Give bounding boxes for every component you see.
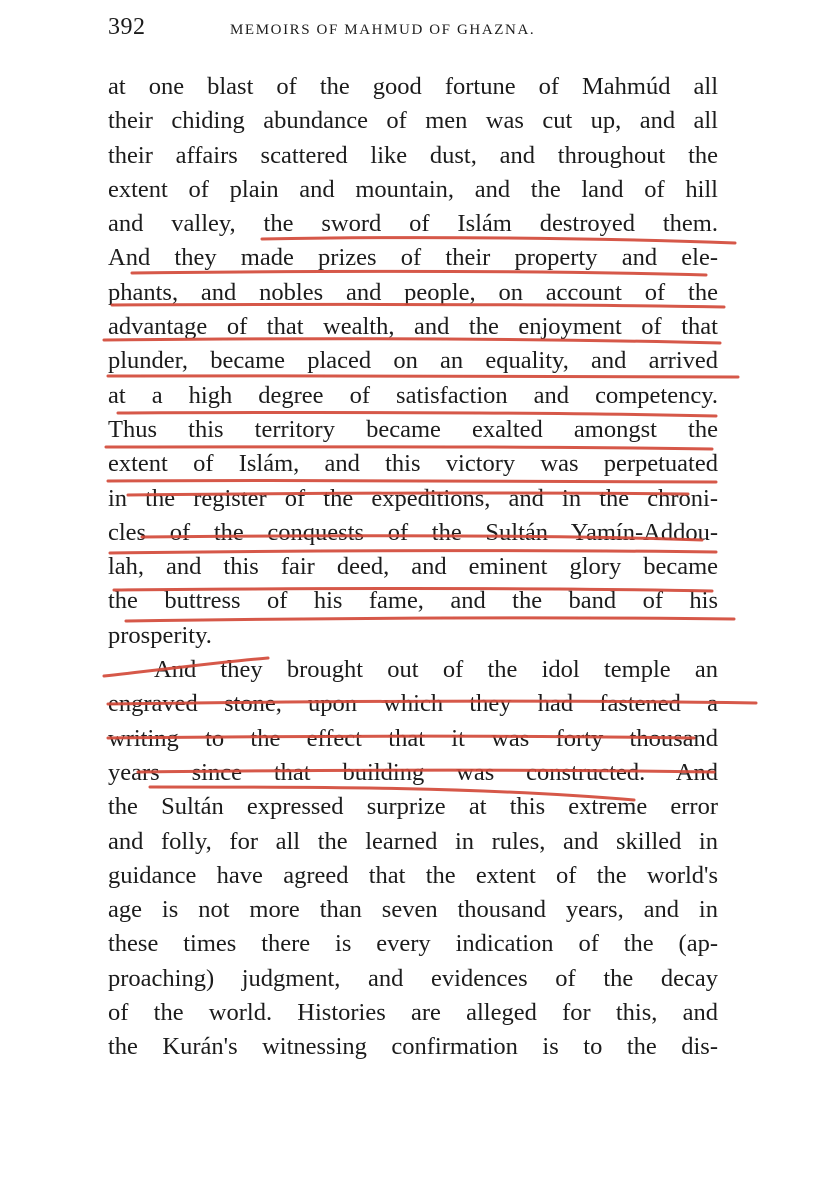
- text-line: at a high degree of satisfaction and competency.: [108, 381, 718, 409]
- text-line: writing to the effect that it was forty thousand: [108, 724, 718, 752]
- text-line: the Sultán expressed surprize at this extreme error: [108, 793, 718, 821]
- text-line: these times there is every indication of the (ap-: [108, 930, 718, 958]
- text-line: advantage of that wealth, and the enjoyment of that: [108, 313, 718, 341]
- text-line: guidance have agreed that the extent of the world's: [108, 861, 718, 889]
- text-line: lah, and this fair deed, and eminent glory became: [108, 553, 718, 581]
- text-line: and folly, for all the learned in rules, and skilled in: [108, 827, 718, 855]
- body-text: [108, 70, 718, 1065]
- text-line: prosperity.: [108, 621, 212, 649]
- text-line: engraved stone, upon which they had fastened a: [108, 690, 718, 718]
- text-line: extent of plain and mountain, and the land of hill: [108, 175, 718, 203]
- text-line: age is not more than seven thousand years, and in: [108, 896, 718, 924]
- text-line: the buttress of his fame, and the band of his: [108, 587, 718, 615]
- text-line: at one blast of the good fortune of Mahmúd all: [108, 73, 718, 100]
- text-line: of the world. Histories are alleged for this, and: [108, 999, 718, 1027]
- text-line: their affairs scattered like dust, and throughout the: [108, 141, 718, 169]
- text-line: And they made prizes of their property and ele-: [108, 244, 718, 272]
- text-line: years since that building was constructed. And: [108, 758, 718, 786]
- text-line: their chiding abundance of men was cut up, and all: [108, 107, 718, 135]
- page-header: [108, 14, 728, 54]
- text-line: in the register of the expeditions, and in the chroni-: [108, 484, 718, 512]
- running-title: MEMOIRS OF MAHMUD OF GHAZNA.: [230, 22, 536, 38]
- page-number: 392: [108, 14, 146, 40]
- text-line: plunder, became placed on an equality, and arrived: [108, 347, 718, 375]
- text-line: And they brought out of the idol temple an: [154, 656, 718, 684]
- text-line: and valley, the sword of Islám destroyed them.: [108, 210, 718, 238]
- text-line: extent of Islám, and this victory was perpetuated: [108, 450, 718, 478]
- text-line: proaching) judgment, and evidences of the decay: [108, 964, 718, 992]
- text-line: phants, and nobles and people, on account of the: [108, 278, 718, 306]
- text-line: the Kurán's witnessing confirmation is to the dis-: [108, 1033, 718, 1061]
- text-line: cles of the conquests of the Sultán Yamín-Addou-: [108, 518, 718, 546]
- text-line: Thus this territory became exalted amongst the: [108, 415, 718, 443]
